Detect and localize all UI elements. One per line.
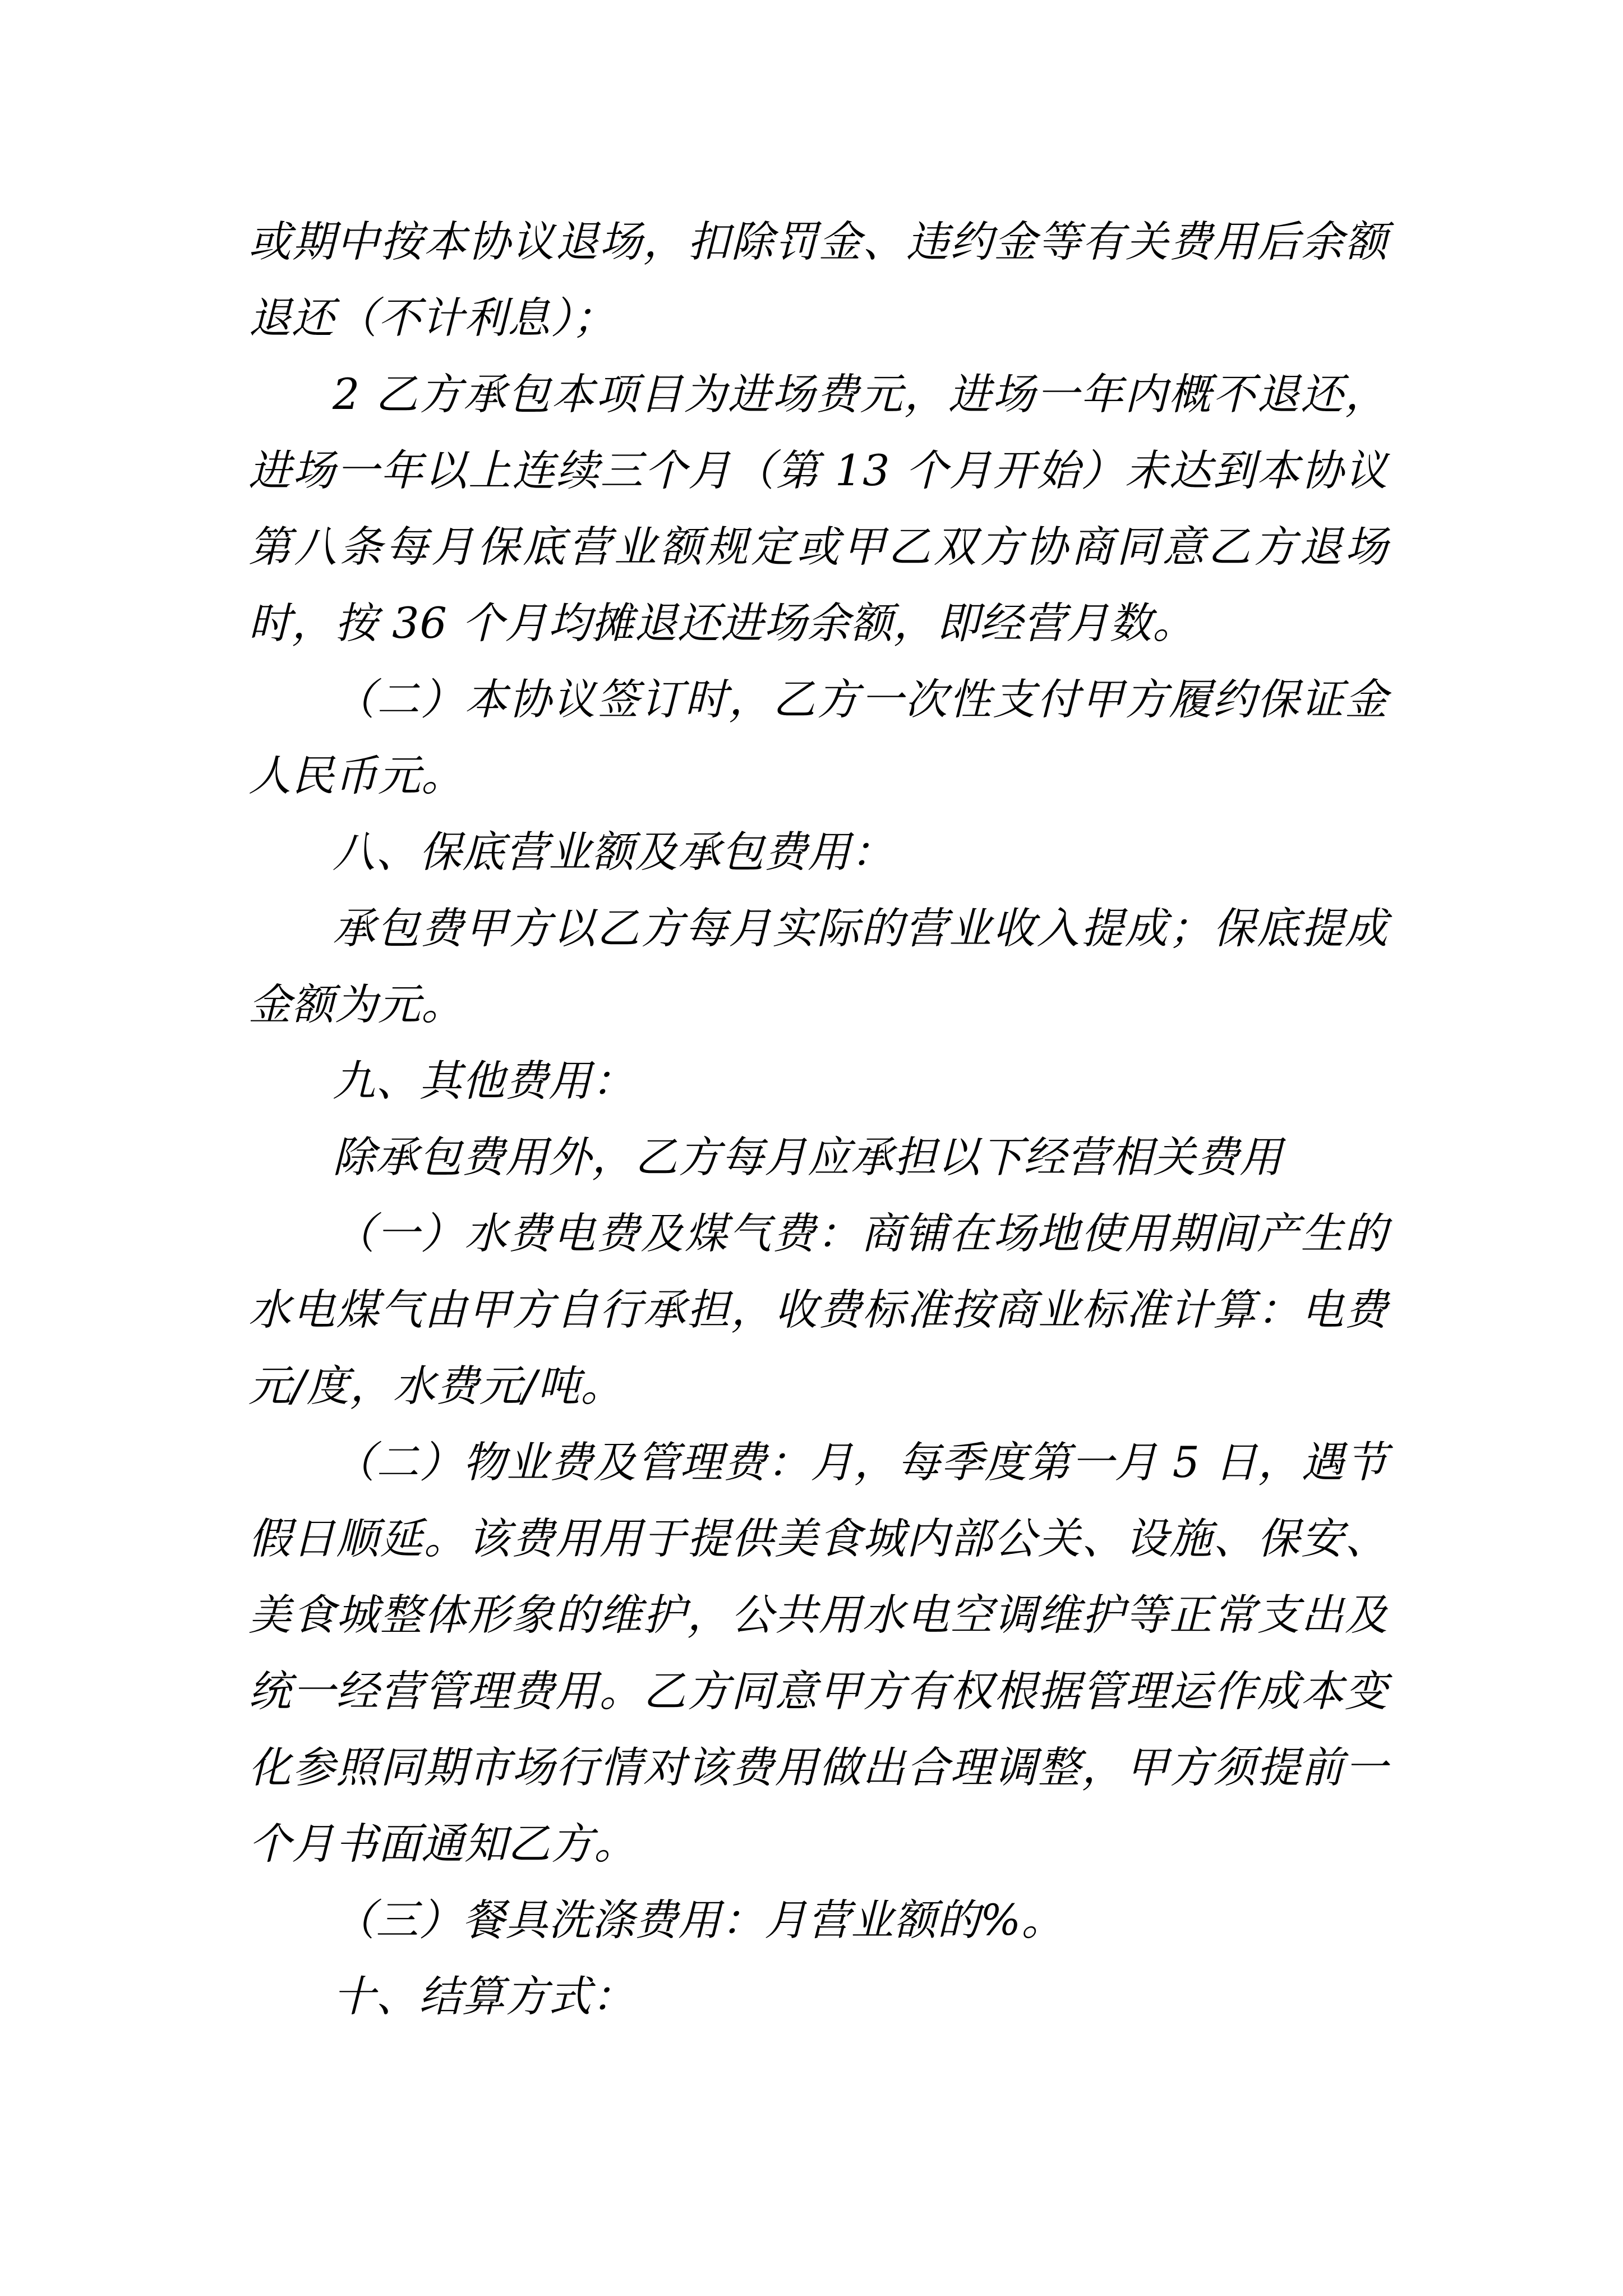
paragraph-utility-fees: （一）水费电费及煤气费：商铺在场地使用期间产生的水电煤气由甲方自行承担，收费标准按商业标准计算：电费元/度，水费元/吨。 [248, 1208, 1388, 1411]
heading-clause-9: 九、其他费用： [333, 1056, 635, 1106]
paragraph-property-fees: （二）物业费及管理费：月，每季度第一月 5 日，遇节假日顺延。该费用用于提供美食城内部公关、设施、保安、美食城整体形象的维护，公共用水电空调维护等正常支出及统一经营管理费用。乙方同意甲方有权根据管理运作成本变化参照同期市场行情对该费用做出合理调整，甲方须提前一个月书面通知乙方。 [248, 1437, 1388, 1869]
paragraph-other-fees-intro: 除承包费用外，乙方每月应承担以下经营相关费用 [333, 1132, 1283, 1182]
paragraph-dishwashing-fee: （三）餐具洗涤费用：月营业额的%。 [333, 1895, 1065, 1945]
paragraph-entry-fee-clause: 2 乙方承包本项目为进场费元，进场一年内概不退还，进场一年以上连续三个月（第 13 个月开始）未达到本协议第八条每月保底营业额规定或甲乙双方协商同意乙方退场时，按 36 个月均摊退还进场余额，即经营月数。 [248, 369, 1388, 648]
paragraph-deposit-clause: （二）本协议签订时，乙方一次性支付甲方履约保证金人民币元。 [248, 674, 1388, 800]
paragraph-continuation: 或期中按本协议退场，扣除罚金、违约金等有关费用后余额退还（不计利息）； [248, 217, 1388, 343]
heading-clause-8: 八、保底营业额及承包费用： [333, 827, 894, 877]
document-body [248, 204, 1388, 2035]
paragraph-contract-fee: 承包费甲方以乙方每月实际的营业收入提成；保底提成金额为元。 [248, 903, 1388, 1029]
heading-clause-10: 十、结算方式： [333, 1971, 635, 2021]
